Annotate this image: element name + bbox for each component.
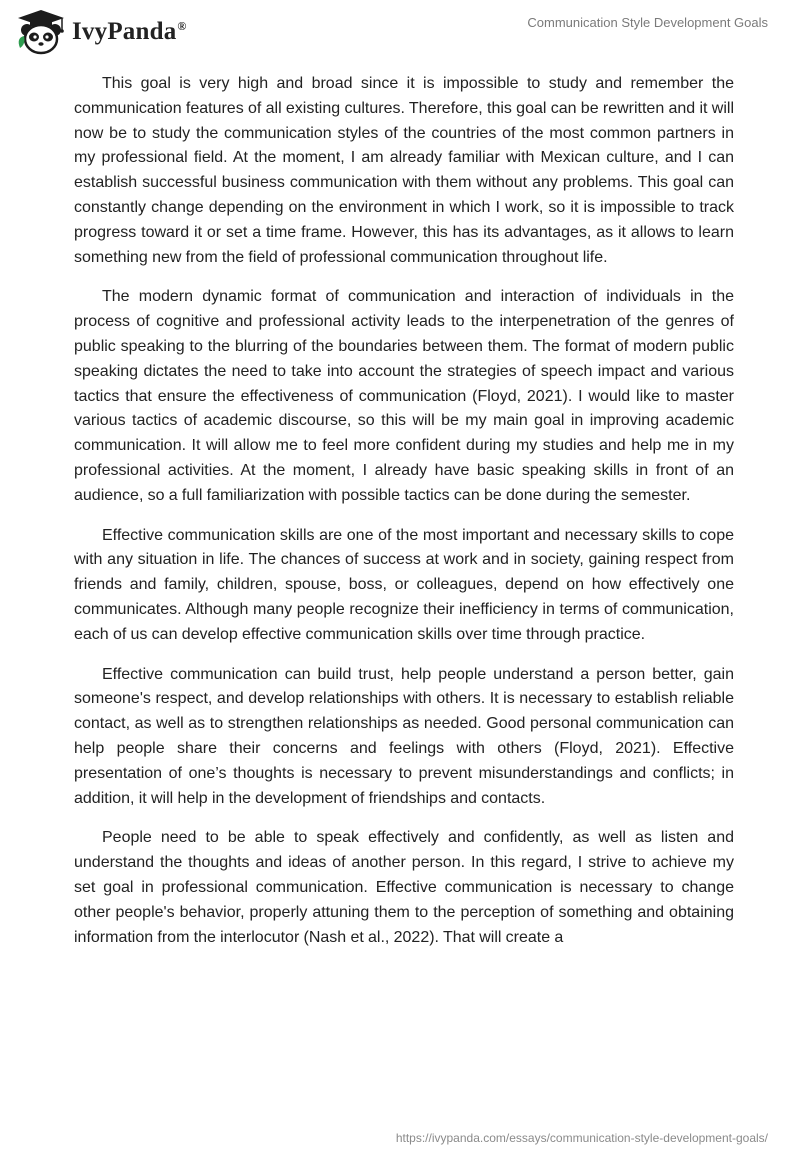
page-header [0,0,800,64]
registered-mark: ® [177,18,187,33]
essay-body [74,72,734,965]
brand-name: IvyPanda® [72,18,187,45]
paragraph: The modern dynamic format of communication and interaction of individuals in the process of cognitive and professional activity leads to the interpenetration of the genres of public speaking to the blurring of the boundaries between them. The format of modern public speaking dictates the need to take into account the strategies of speech impact and various tactics that ensure the effectiveness of communication (Floyd, 2021). I would like to master various tactics of academic discourse, so this will be my main goal in improving academic communication. It will allow me to feel more confident during my studies and help me in my professional activities. At the moment, I already have basic speaking skills in front of an audience, so a full familiarization with possible tactics can be done during the semester. [74,288,734,504]
paragraph: Effective communication skills are one of the most important and necessary skills to cope with any situation in life. The chances of success at work and in society, gaining respect from friends and family, children, spouse, boss, or colleagues, depend on how effectively one communicates. Although many people recognize their inefficiency in terms of communication, each of us can develop effective communication skills over time through practice. [74,526,734,643]
panda-graduate-icon [14,8,68,56]
footer-url-link[interactable]: https://ivypanda.com/essays/communication-style-development-goals/ [395,1131,768,1145]
document-title: Communication Style Development Goals [527,15,768,30]
paragraph: This goal is very high and broad since it is impossible to study and remember the communication features of all existing cultures. Therefore, this goal can be rewritten and it will now be to study the communication styles of the countries of the most common partners in my professional field. At the moment, I am already familiar with Mexican culture, and I can establish successful business communication with them without any problems. This goal can constantly change depending on the environment in which I work, so it is impossible to track progress toward it or set a time frame. However, this has its advantages, as it allows to learn something new from the field of professional communication throughout life. [74,75,734,266]
paragraph: Effective communication can build trust, help people understand a person better, gain someone's respect, and develop relationships with others. It is necessary to establish reliable contact, as well as to strengthen relationships as needed. Good personal communication can help people share their concerns and feelings with others (Floyd, 2021). Effective presentation of one’s thoughts is necessary to prevent misunderstandings and conflicts; in addition, it will help in the development of friendships and contacts. [74,665,734,807]
brand-logo[interactable] [14,8,187,56]
paragraph: People need to be able to speak effectively and confidently, as well as listen and understand the thoughts and ideas of another person. In this regard, I strive to achieve my set goal in professional communication. Effective communication is necessary to change other people's behavior, properly attuning them to the perception of something and obtaining information from the interlocutor (Nash et al., 2022). That will create a [74,829,734,946]
